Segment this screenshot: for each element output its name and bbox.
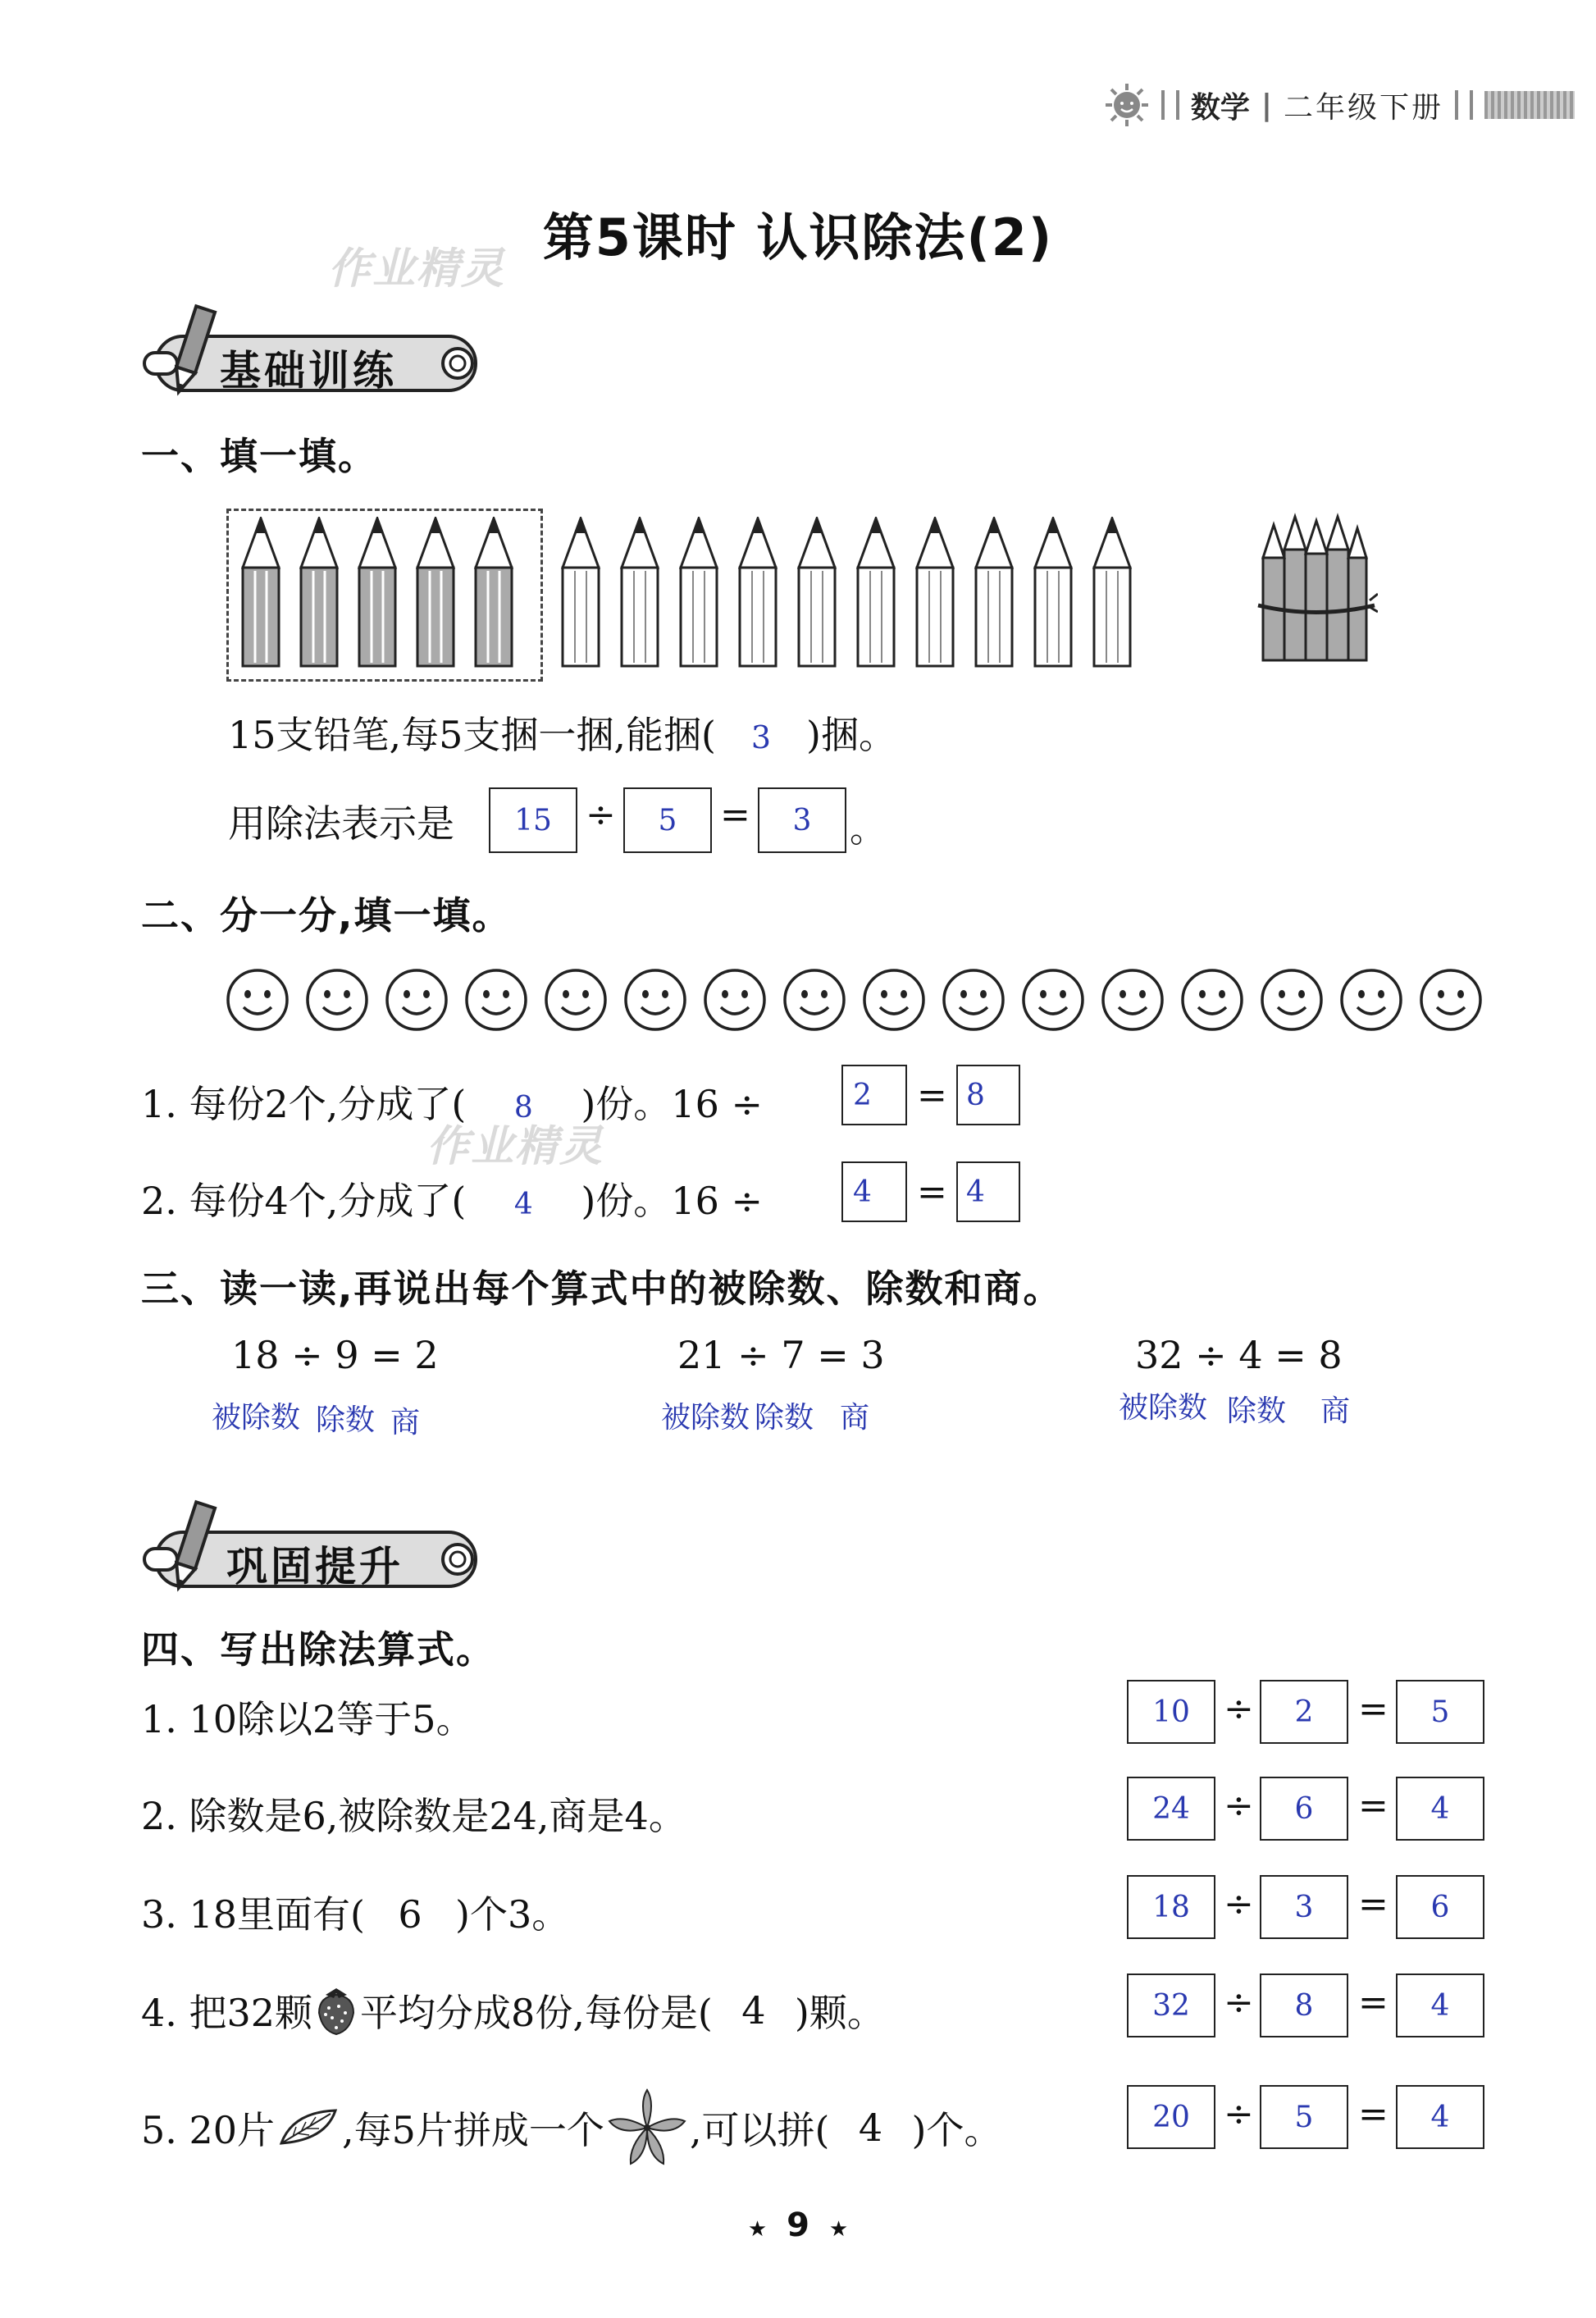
- q4-item3-answer[interactable]: 6: [398, 1892, 422, 1937]
- q4-item2-div-sign: ÷: [1224, 1785, 1254, 1827]
- q1-period: 。: [850, 809, 886, 851]
- q4-item4: [141, 1983, 885, 2037]
- q2-item1-text-end: )份。16 ÷: [581, 1082, 764, 1126]
- q1-div-sign: ÷: [586, 794, 616, 836]
- q4-item2-divisor-box[interactable]: 6: [1260, 1777, 1348, 1841]
- header-grade: 二年级下册: [1283, 90, 1443, 125]
- sun-icon: [1104, 82, 1150, 128]
- q4-item5-text-end: )个。: [911, 2108, 1002, 2152]
- q4-item3-quotient-box[interactable]: 6: [1396, 1875, 1484, 1939]
- q4-item5-quotient-box[interactable]: 4: [1396, 2085, 1484, 2149]
- q4-item5-dividend-box[interactable]: 20: [1127, 2085, 1215, 2149]
- q4-item3: [141, 1885, 569, 1939]
- q4-item5-divisor-box[interactable]: 5: [1260, 2085, 1348, 2149]
- q4-heading: 四、写出除法算式。: [141, 1627, 495, 1672]
- smiley-faces-row: [221, 964, 1493, 1038]
- q2-item1-text: 1. 每份2个,分成了(: [141, 1082, 467, 1126]
- page-header: [1104, 82, 1575, 128]
- q2-item2-eq-sign: =: [917, 1171, 947, 1213]
- q3-expr-2: 21 ÷ 7 = 3: [677, 1333, 885, 1377]
- q3-expr-3-label-dividend: 被除数: [1119, 1391, 1208, 1425]
- page-title: 第5课时 认识除法(2): [542, 208, 1054, 267]
- q4-item4-quotient-box[interactable]: 4: [1396, 1973, 1484, 2037]
- q4-item1-eq-sign: =: [1358, 1688, 1389, 1730]
- q4-item5-eq-sign: =: [1358, 2093, 1389, 2135]
- q4-item5: [141, 2087, 1001, 2169]
- q4-item2-text: 2. 除数是6,被除数是24,商是4。: [141, 1794, 686, 1838]
- q3-expr-1-label-divisor: 除数: [316, 1403, 376, 1437]
- q2-heading: 二、分一分,填一填。: [141, 893, 512, 938]
- q1-dividend-box[interactable]: 15: [489, 787, 577, 853]
- q3-expr-3: 32 ÷ 4 = 8: [1135, 1333, 1343, 1377]
- page-number: [0, 2206, 1596, 2244]
- q1-quotient-box[interactable]: 3: [758, 787, 846, 853]
- page-number-value: 9: [787, 2206, 809, 2244]
- q4-item3-div-sign: ÷: [1224, 1883, 1254, 1925]
- q2-item2-answer[interactable]: 4: [513, 1188, 533, 1221]
- q4-item5-answer[interactable]: 4: [858, 2106, 883, 2150]
- q3-expr-1-label-dividend: 被除数: [212, 1401, 301, 1435]
- watermark-top: 作业精灵: [328, 244, 506, 294]
- q4-item3-divisor-box[interactable]: 3: [1260, 1875, 1348, 1939]
- q1-heading: 一、填一填。: [141, 434, 377, 478]
- q4-item4-divisor-box[interactable]: 8: [1260, 1973, 1348, 2037]
- q4-item3-text-end: )个3。: [455, 1892, 570, 1937]
- flower-icon: [606, 2087, 688, 2169]
- q4-item3-eq-sign: =: [1358, 1883, 1389, 1925]
- pencil-icon: [162, 302, 220, 400]
- q1-divisor-box[interactable]: 5: [623, 787, 712, 853]
- q4-item4-div-sign: ÷: [1224, 1982, 1254, 2024]
- q1-line1-text: 15支铅笔,每5支捆一捆,能捆(: [228, 713, 716, 757]
- q4-item1-text: 1. 10除以2等于5。: [141, 1697, 474, 1741]
- q2-item1-divisor-box[interactable]: 2: [841, 1065, 907, 1125]
- q3-expr-2-label-quotient: 商: [840, 1401, 870, 1435]
- header-subject: 数学: [1190, 90, 1250, 125]
- banner-title-basic: 基础训练: [220, 347, 397, 395]
- q2-item2-quotient-box[interactable]: 4: [956, 1161, 1020, 1222]
- section-banner-improve: [138, 1516, 490, 1601]
- q3-expr-3-label-divisor: 除数: [1227, 1394, 1287, 1428]
- header-separator: |: [1261, 88, 1272, 122]
- q4-item5-div-sign: ÷: [1224, 2093, 1254, 2135]
- q3-expr-2-label-dividend: 被除数: [661, 1401, 750, 1435]
- q3-expr-1: 18 ÷ 9 = 2: [231, 1333, 439, 1377]
- q3-expr-2-label-divisor: 除数: [755, 1401, 814, 1435]
- section-banner-basic: [138, 320, 490, 405]
- q4-item4-dividend-box[interactable]: 32: [1127, 1973, 1215, 2037]
- q4-item2-quotient-box[interactable]: 4: [1396, 1777, 1484, 1841]
- q2-item2: [141, 1171, 763, 1225]
- banner-title-improve: 巩固提升: [226, 1543, 404, 1590]
- q2-item1-answer[interactable]: 8: [513, 1091, 533, 1125]
- q2-item1-eq-sign: =: [917, 1075, 947, 1116]
- q4-item4-text: 4. 把32颗: [141, 1991, 313, 2035]
- header-divider: [1161, 90, 1179, 120]
- watermark-middle: 作业精灵: [426, 1122, 604, 1171]
- leaf-icon: [276, 2107, 340, 2148]
- q1-eq-sign: =: [720, 794, 750, 836]
- q2-item2-text: 2. 每份4个,分成了(: [141, 1179, 467, 1223]
- q4-item4-answer[interactable]: 4: [741, 1988, 766, 2033]
- q4-item2-eq-sign: =: [1358, 1785, 1389, 1827]
- q4-item1-div-sign: ÷: [1224, 1688, 1254, 1730]
- q4-item4-eq-sign: =: [1358, 1982, 1389, 2024]
- star-icon: ★: [747, 2217, 768, 2242]
- q4-item3-dividend-box[interactable]: 18: [1127, 1875, 1215, 1939]
- q4-item3-text: 3. 18里面有(: [141, 1892, 365, 1937]
- q2-item1: [141, 1075, 763, 1129]
- q4-item5-text-mid: ,每5片拼成一个: [342, 2108, 604, 2152]
- q4-item2-dividend-box[interactable]: 24: [1127, 1777, 1215, 1841]
- q2-item2-text-end: )份。16 ÷: [581, 1179, 764, 1223]
- q4-item5-text-mid2: ,可以拼(: [689, 2108, 830, 2152]
- q1-line1-text-end: )捆。: [806, 713, 896, 757]
- header-shade-bar: [1484, 91, 1575, 119]
- q1-line1-answer[interactable]: 3: [750, 719, 772, 755]
- q2-item1-quotient-box[interactable]: 8: [956, 1065, 1020, 1125]
- q4-item4-text-mid: 平均分成8份,每份是(: [360, 1991, 713, 2035]
- pencil-icon-2: [162, 1498, 220, 1596]
- pencils-row: [226, 517, 1145, 673]
- q3-expr-3-label-quotient: 商: [1320, 1394, 1351, 1428]
- star-icon-right: ★: [828, 2217, 849, 2242]
- q3-heading: 三、读一读,再说出每个算式中的被除数、除数和商。: [141, 1266, 1063, 1311]
- q1-line1: [228, 705, 896, 760]
- q2-item2-divisor-box[interactable]: 4: [841, 1161, 907, 1222]
- q4-item4-text-end: )颗。: [794, 1991, 885, 2035]
- header-divider-2: [1455, 90, 1473, 120]
- q4-item1-dividend-box[interactable]: 10: [1127, 1680, 1215, 1744]
- q3-expr-1-label-quotient: 商: [390, 1406, 421, 1440]
- q1-line2-label: 用除法表示是: [228, 801, 454, 846]
- pencil-bundle-icon: [1255, 509, 1378, 664]
- strawberry-icon: [314, 1985, 358, 2036]
- q4-item5-text: 5. 20片: [141, 2108, 276, 2152]
- q4-item1-divisor-box[interactable]: 2: [1260, 1680, 1348, 1744]
- q4-item1-quotient-box[interactable]: 5: [1396, 1680, 1484, 1744]
